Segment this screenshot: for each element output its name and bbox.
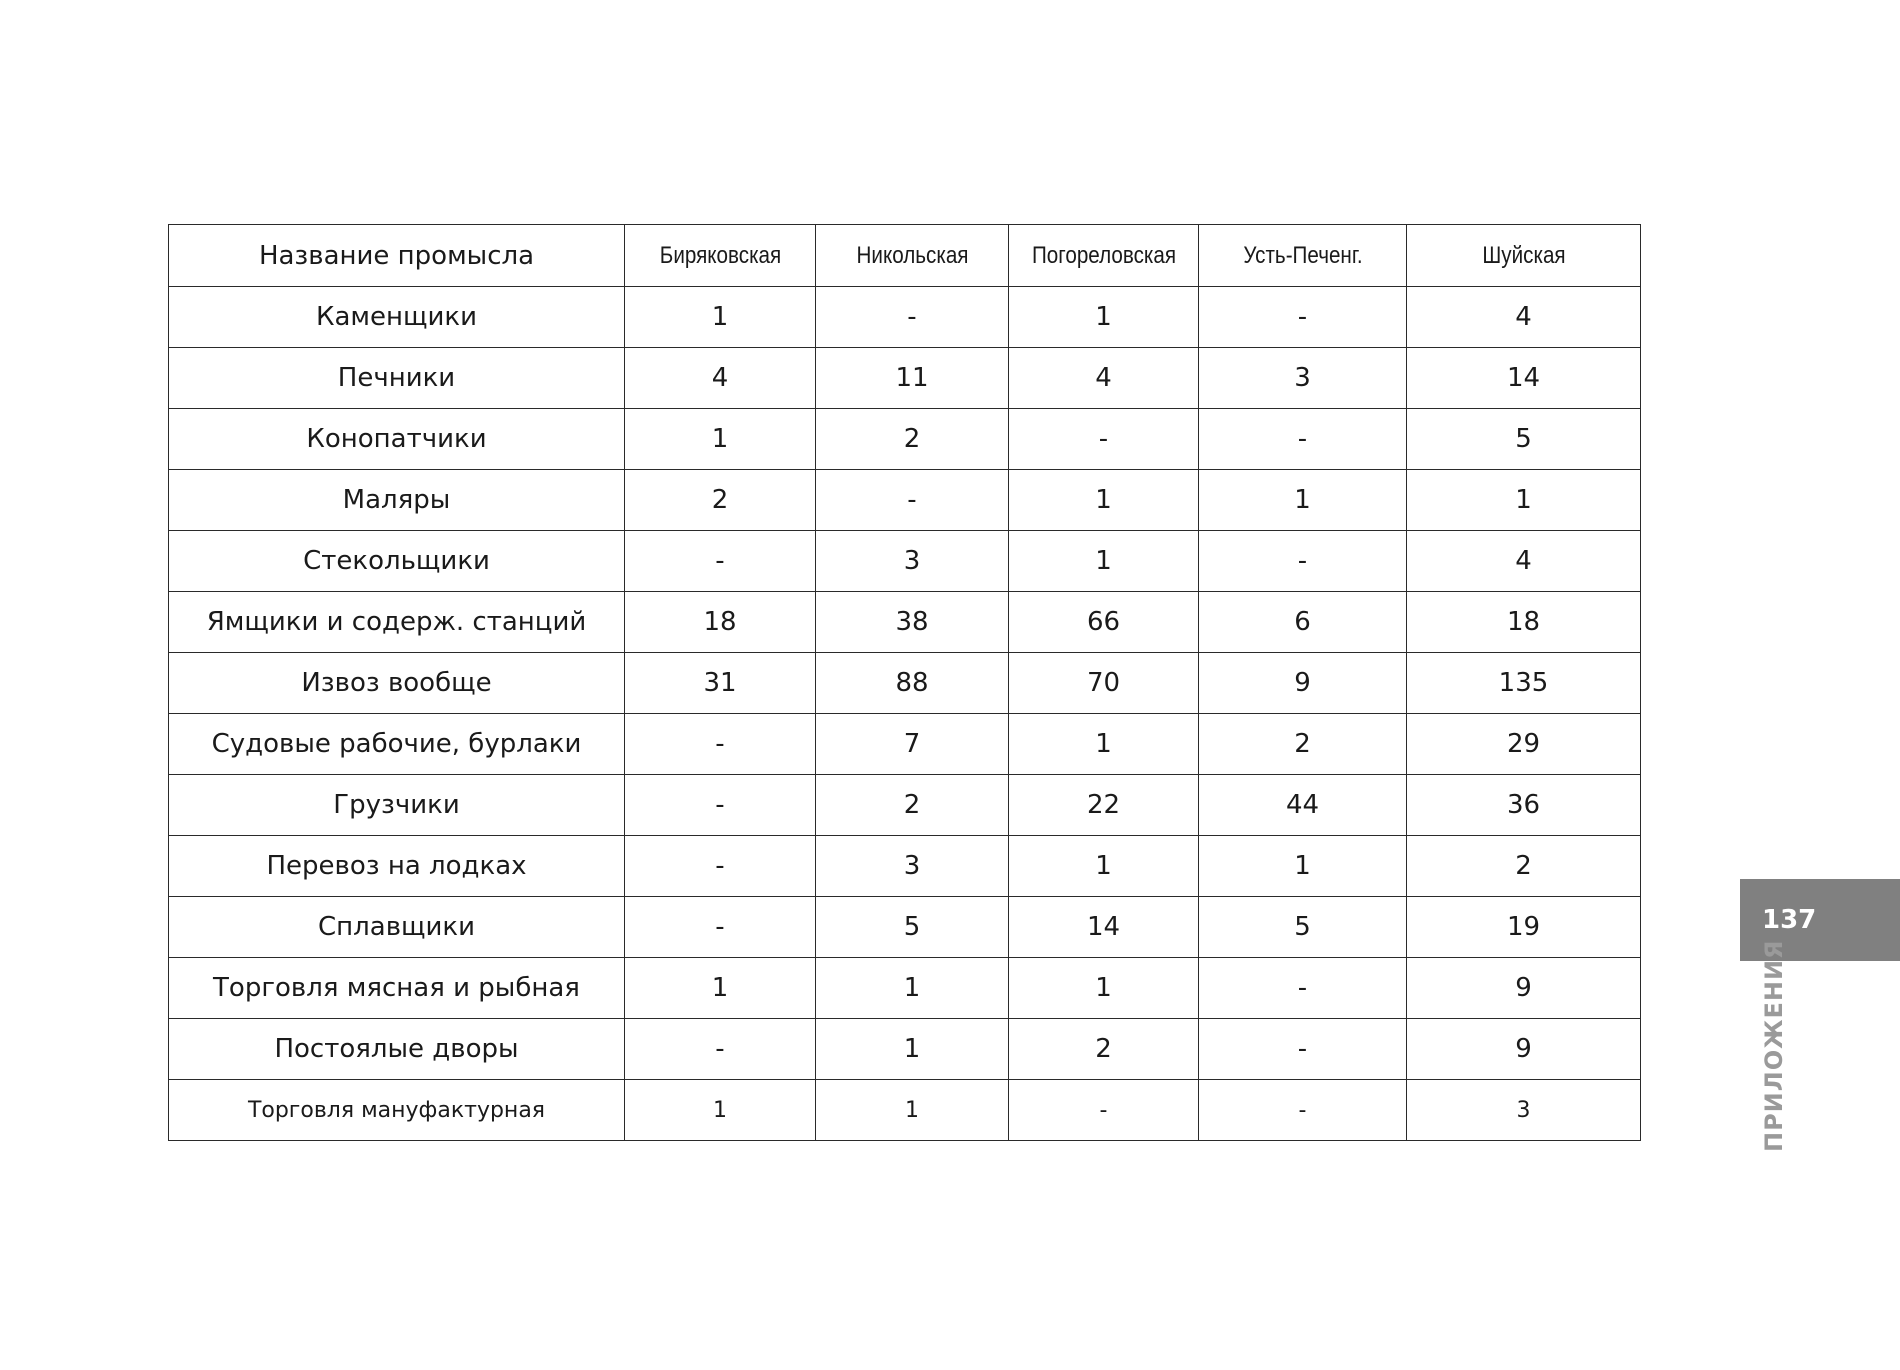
value-cell: - <box>816 287 1009 348</box>
header-column: Усть-Печенг. <box>1213 225 1392 287</box>
trade-name-cell: Маляры <box>169 470 625 531</box>
value-cell: 18 <box>1407 592 1641 653</box>
trade-table <box>168 224 1641 1141</box>
table-row <box>169 287 1641 348</box>
value-cell: 1 <box>1009 470 1199 531</box>
value-cell: - <box>625 531 816 592</box>
value-cell: - <box>1009 1080 1199 1141</box>
value-cell: 1 <box>1009 836 1199 897</box>
value-cell: - <box>625 1019 816 1080</box>
value-cell: 1 <box>1199 470 1407 531</box>
table-row <box>169 836 1641 897</box>
value-cell: 2 <box>1407 836 1641 897</box>
value-cell: 5 <box>1407 409 1641 470</box>
value-cell: 44 <box>1199 775 1407 836</box>
value-cell: 66 <box>1009 592 1199 653</box>
value-cell: - <box>625 714 816 775</box>
value-cell: 1 <box>625 287 816 348</box>
table-row <box>169 897 1641 958</box>
value-cell: 9 <box>1407 958 1641 1019</box>
value-cell: 3 <box>816 531 1009 592</box>
value-cell: - <box>816 470 1009 531</box>
value-cell: - <box>1199 1080 1407 1141</box>
header-column: Погореловская <box>1022 225 1185 287</box>
value-cell: 4 <box>625 348 816 409</box>
value-cell: 1 <box>1199 836 1407 897</box>
trade-name-cell: Стекольщики <box>169 531 625 592</box>
value-cell: 3 <box>816 836 1009 897</box>
value-cell: 1 <box>625 409 816 470</box>
value-cell: 1 <box>816 1080 1009 1141</box>
value-cell: 14 <box>1009 897 1199 958</box>
value-cell: - <box>1199 409 1407 470</box>
value-cell: 6 <box>1199 592 1407 653</box>
value-cell: - <box>625 775 816 836</box>
value-cell: 5 <box>816 897 1009 958</box>
trade-name-cell: Печники <box>169 348 625 409</box>
trade-name-cell: Торговля мясная и рыбная <box>169 958 625 1019</box>
trade-name-cell: Грузчики <box>169 775 625 836</box>
value-cell: 135 <box>1407 653 1641 714</box>
table-row <box>169 653 1641 714</box>
value-cell: 4 <box>1009 348 1199 409</box>
value-cell: 1 <box>816 1019 1009 1080</box>
section-label: ПРИЛОЖЕНИЯ <box>1760 939 1788 1152</box>
table-body <box>169 287 1641 1141</box>
table-header-row <box>169 225 1641 287</box>
value-cell: 70 <box>1009 653 1199 714</box>
value-cell: - <box>625 897 816 958</box>
table-row <box>169 409 1641 470</box>
value-cell: 22 <box>1009 775 1199 836</box>
value-cell: 11 <box>816 348 1009 409</box>
value-cell: - <box>625 836 816 897</box>
value-cell: 7 <box>816 714 1009 775</box>
table-row <box>169 958 1641 1019</box>
trade-name-cell: Извоз вообще <box>169 653 625 714</box>
value-cell: 29 <box>1407 714 1641 775</box>
value-cell: 3 <box>1407 1080 1641 1141</box>
table-row <box>169 592 1641 653</box>
table-row <box>169 775 1641 836</box>
table-row <box>169 1080 1641 1141</box>
value-cell: 9 <box>1199 653 1407 714</box>
value-cell: 1 <box>1009 531 1199 592</box>
value-cell: 36 <box>1407 775 1641 836</box>
value-cell: 2 <box>1199 714 1407 775</box>
value-cell: 1 <box>1009 958 1199 1019</box>
value-cell: - <box>1199 1019 1407 1080</box>
value-cell: 1 <box>816 958 1009 1019</box>
value-cell: - <box>1009 409 1199 470</box>
value-cell: 1 <box>1009 287 1199 348</box>
trade-name-cell: Каменщики <box>169 287 625 348</box>
trade-name-cell: Ямщики и содерж. станций <box>169 592 625 653</box>
table-row <box>169 531 1641 592</box>
trade-name-cell: Сплавщики <box>169 897 625 958</box>
value-cell: - <box>1199 958 1407 1019</box>
table-row <box>169 1019 1641 1080</box>
value-cell: 18 <box>625 592 816 653</box>
table-row <box>169 470 1641 531</box>
table-row <box>169 348 1641 409</box>
trade-name-cell: Перевоз на лодках <box>169 836 625 897</box>
value-cell: 2 <box>816 775 1009 836</box>
value-cell: 38 <box>816 592 1009 653</box>
value-cell: 9 <box>1407 1019 1641 1080</box>
value-cell: 1 <box>625 1080 816 1141</box>
value-cell: 31 <box>625 653 816 714</box>
trade-name-cell: Судовые рабочие, бурлаки <box>169 714 625 775</box>
value-cell: 3 <box>1199 348 1407 409</box>
value-cell: 88 <box>816 653 1009 714</box>
value-cell: 14 <box>1407 348 1641 409</box>
value-cell: - <box>1199 287 1407 348</box>
table-row <box>169 714 1641 775</box>
value-cell: 19 <box>1407 897 1641 958</box>
header-column: Шуйская <box>1423 225 1624 287</box>
value-cell: 2 <box>1009 1019 1199 1080</box>
header-column: Никольская <box>829 225 995 287</box>
value-cell: 2 <box>625 470 816 531</box>
header-column: Биряковская <box>638 225 802 287</box>
value-cell: 1 <box>1009 714 1199 775</box>
value-cell: - <box>1199 531 1407 592</box>
trade-name-cell: Конопатчики <box>169 409 625 470</box>
value-cell: 1 <box>625 958 816 1019</box>
value-cell: 4 <box>1407 287 1641 348</box>
page-number: 137 <box>1762 905 1817 935</box>
value-cell: 5 <box>1199 897 1407 958</box>
value-cell: 1 <box>1407 470 1641 531</box>
header-trade-name: Название промысла <box>169 225 625 287</box>
trade-name-cell: Торговля мануфактурная <box>169 1080 625 1141</box>
value-cell: 2 <box>816 409 1009 470</box>
value-cell: 4 <box>1407 531 1641 592</box>
trade-name-cell: Постоялые дворы <box>169 1019 625 1080</box>
